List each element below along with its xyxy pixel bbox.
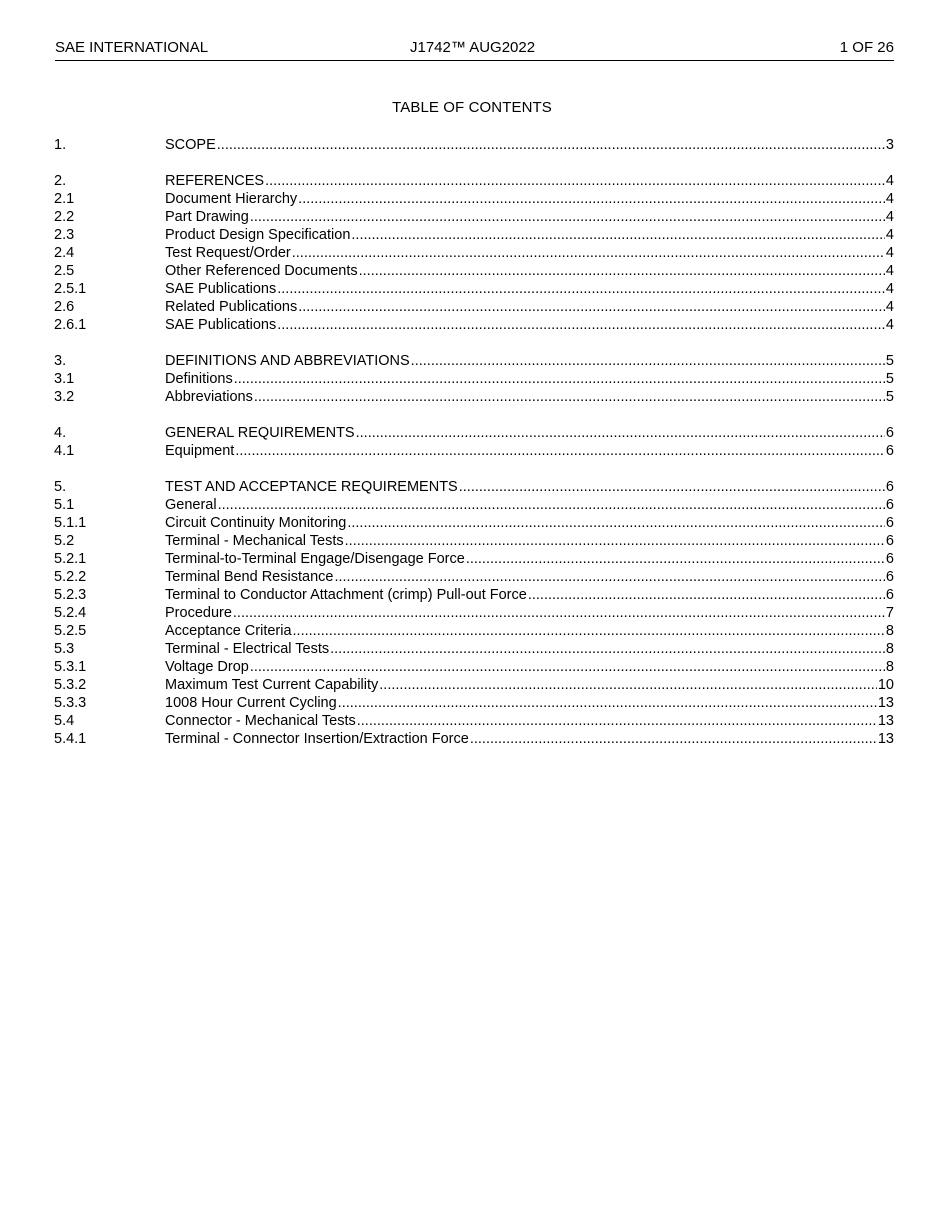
toc-dot-leader [217,136,885,154]
toc-dot-leader [466,550,885,568]
toc-entry-number: 2.5.1 [54,281,87,297]
toc-dot-leader [277,316,885,334]
toc-entry-body [165,622,894,640]
toc-entry-body [165,694,894,712]
toc-entry-page: 13 [877,731,894,747]
toc-entry-page: 4 [885,209,894,225]
toc-entry-body [165,352,894,370]
toc-entry-page: 4 [885,281,894,297]
toc-entry[interactable] [54,136,894,154]
toc-entry-body [165,262,894,280]
toc-entry-label: Terminal to Conductor Attachment (crimp) Pull-out Force [165,587,527,603]
toc-entry-page: 13 [877,713,894,729]
header-organization: SAE INTERNATIONAL [55,39,209,56]
toc-entry-number: 2. [54,173,67,189]
toc-entry[interactable] [54,658,894,676]
toc-entry-number: 5.1.1 [54,515,87,531]
toc-entry[interactable] [54,640,894,658]
toc-entry-number: 2.4 [54,245,75,261]
toc-entry-number: 5.2.5 [54,623,87,639]
toc-entry-number: 5.4.1 [54,731,87,747]
toc-section-group [54,424,894,460]
toc-entry-page: 8 [885,641,894,657]
toc-entry[interactable] [54,496,894,514]
toc-entry-page: 6 [885,587,894,603]
toc-entry-label: Terminal - Mechanical Tests [165,533,344,549]
toc-dot-leader [356,424,885,442]
toc-entry[interactable] [54,298,894,316]
toc-entry-page: 4 [885,317,894,333]
toc-entry-label: Connector - Mechanical Tests [165,713,356,729]
toc-dot-leader [298,298,885,316]
toc-section-group [54,478,894,748]
toc-entry-number: 5.2 [54,533,75,549]
toc-entry-body [165,244,894,262]
toc-entry-label: REFERENCES [165,173,265,189]
toc-entry-body [165,388,894,406]
toc-dot-leader [334,568,884,586]
toc-entry[interactable] [54,550,894,568]
toc-entry-page: 7 [885,605,894,621]
toc-entry-body [165,496,894,514]
toc-entry[interactable] [54,172,894,190]
toc-entry[interactable] [54,370,894,388]
toc-entry-label: General [165,497,217,513]
toc-entry-body [165,280,894,298]
toc-entry-number: 2.2 [54,209,75,225]
toc-entry-page: 5 [885,389,894,405]
toc-entry-page: 6 [885,515,894,531]
toc-entry-label: SCOPE [165,137,216,153]
toc-section-group [54,172,894,334]
toc-entry-body [165,190,894,208]
toc-entry-label: GENERAL REQUIREMENTS [165,425,355,441]
toc-entry-label: Product Design Specification [165,227,351,243]
toc-entry-label: Terminal-to-Terminal Engage/Disengage Force [165,551,465,567]
toc-entry-number: 5.2.2 [54,569,87,585]
toc-dot-leader [218,496,885,514]
toc-entry-page: 5 [885,371,894,387]
toc-entry-page: 4 [885,191,894,207]
toc-entry-label: Part Drawing [165,209,249,225]
toc-entry-label: TEST AND ACCEPTANCE REQUIREMENTS [165,479,458,495]
toc-entry-label: Procedure [165,605,232,621]
toc-entry-page: 10 [877,677,894,693]
toc-dot-leader [234,370,885,388]
toc-entry-body [165,550,894,568]
toc-entry-body [165,532,894,550]
toc-entry-body [165,316,894,334]
toc-entry-number: 5. [54,479,67,495]
toc-entry-body [165,730,894,748]
toc-entry[interactable] [54,208,894,226]
toc-entry-page: 6 [885,443,894,459]
toc-entry[interactable] [54,352,894,370]
toc-dot-leader [254,388,885,406]
toc-entry-body [165,298,894,316]
toc-dot-leader [351,226,885,244]
toc-entry[interactable] [54,262,894,280]
toc-entry[interactable] [54,694,894,712]
toc-entry-label: Voltage Drop [165,659,249,675]
toc-section-group [54,136,894,154]
toc-entry-label: Terminal - Electrical Tests [165,641,330,657]
toc-entry-label: SAE Publications [165,281,277,297]
toc-dot-leader [470,730,877,748]
toc-entry-body [165,640,894,658]
toc-entry-body [165,712,894,730]
toc-entry-number: 1. [54,137,67,153]
toc-entry-label: Maximum Test Current Capability [165,677,379,693]
toc-entry-number: 3. [54,353,67,369]
page-header [55,38,894,61]
toc-entry-body [165,442,894,460]
toc-entry-body [165,424,894,442]
toc-entry-number: 5.1 [54,497,75,513]
toc-entry-body [165,568,894,586]
toc-entry[interactable] [54,622,894,640]
toc-dot-leader [235,442,885,460]
toc-entry-number: 5.2.3 [54,587,87,603]
toc-entry[interactable] [54,226,894,244]
toc-entry[interactable] [54,388,894,406]
toc-entry-number: 2.5 [54,263,75,279]
toc-entry-page: 4 [885,173,894,189]
toc-entry[interactable] [54,190,894,208]
toc-entry[interactable] [54,280,894,298]
toc-dot-leader [298,190,885,208]
toc-entry-page: 6 [885,479,894,495]
toc-dot-leader [250,658,885,676]
toc-entry-page: 4 [885,263,894,279]
toc-entry[interactable] [54,244,894,262]
toc-entry-body [165,370,894,388]
toc-entry[interactable] [54,424,894,442]
toc-entry-page: 4 [885,245,894,261]
toc-entry[interactable] [54,586,894,604]
toc-entry-page: 6 [885,425,894,441]
toc-entry-body [165,676,894,694]
toc-dot-leader [338,694,877,712]
toc-dot-leader [459,478,885,496]
toc-entry[interactable] [54,604,894,622]
toc-entry-number: 5.4 [54,713,75,729]
toc-entry-number: 5.3.1 [54,659,87,675]
toc-entry[interactable] [54,478,894,496]
toc-dot-leader [347,514,885,532]
toc-entry-body [165,658,894,676]
toc-dot-leader [345,532,885,550]
page-title: TABLE OF CONTENTS [392,99,552,116]
toc-entry-label: Test Request/Order [165,245,291,261]
toc-entry-body [165,226,894,244]
toc-entry[interactable] [54,676,894,694]
toc-entry-body [165,514,894,532]
header-page-number: 1 OF 26 [839,39,894,56]
toc-dot-leader [330,640,885,658]
toc-entry-page: 4 [885,227,894,243]
toc-entry-number: 3.2 [54,389,75,405]
toc-dot-leader [265,172,885,190]
toc-section-group [54,352,894,406]
toc-entry-label: 1008 Hour Current Cycling [165,695,337,711]
toc-entry-number: 3.1 [54,371,75,387]
toc-entry[interactable] [54,532,894,550]
toc-entry[interactable] [54,712,894,730]
toc-entry-page: 6 [885,497,894,513]
toc-dot-leader [359,262,885,280]
toc-entry-page: 6 [885,533,894,549]
toc-dot-leader [292,244,885,262]
toc-dot-leader [379,676,877,694]
toc-entry-body [165,478,894,496]
toc-entry-label: Terminal Bend Resistance [165,569,334,585]
toc-entry[interactable] [54,568,894,586]
toc-entry-page: 8 [885,659,894,675]
toc-entry-body [165,136,894,154]
toc-entry-label: Acceptance Criteria [165,623,292,639]
toc-entry[interactable] [54,316,894,334]
toc-entry-number: 2.6.1 [54,317,87,333]
toc-dot-leader [233,604,885,622]
toc-dot-leader [277,280,885,298]
toc-entry-number: 5.3.2 [54,677,87,693]
toc-entry-page: 13 [877,695,894,711]
toc-entry-number: 2.3 [54,227,75,243]
toc-entry-number: 4.1 [54,443,75,459]
toc-entry-body [165,208,894,226]
toc-entry-label: Circuit Continuity Monitoring [165,515,347,531]
toc-entry-label: Other Referenced Documents [165,263,358,279]
toc-entry-page: 3 [885,137,894,153]
toc-dot-leader [528,586,885,604]
toc-entry-number: 5.2.1 [54,551,87,567]
toc-entry-page: 4 [885,299,894,315]
toc-entry-number: 4. [54,425,67,441]
toc-entry[interactable] [54,442,894,460]
toc-entry-label: Equipment [165,443,235,459]
toc-entry-number: 5.3.3 [54,695,87,711]
toc-entry-page: 8 [885,623,894,639]
toc-entry-label: Related Publications [165,299,298,315]
toc-entry-label: Document Hierarchy [165,191,298,207]
toc-entry-label: Terminal - Connector Insertion/Extraction Force [165,731,469,747]
toc-entry-label: Definitions [165,371,233,387]
toc-entry[interactable] [54,730,894,748]
toc-entry-body [165,604,894,622]
toc-dot-leader [411,352,885,370]
table-of-contents [54,136,894,766]
toc-entry-label: DEFINITIONS AND ABBREVIATIONS [165,353,410,369]
toc-dot-leader [250,208,885,226]
toc-entry-label: SAE Publications [165,317,277,333]
toc-entry-label: Abbreviations [165,389,253,405]
toc-entry-page: 6 [885,551,894,567]
toc-entry[interactable] [54,514,894,532]
toc-entry-number: 2.1 [54,191,75,207]
toc-dot-leader [357,712,877,730]
toc-entry-number: 5.2.4 [54,605,87,621]
toc-dot-leader [293,622,885,640]
toc-entry-number: 5.3 [54,641,75,657]
toc-entry-page: 5 [885,353,894,369]
toc-entry-body [165,586,894,604]
header-document-number: J1742™ AUG2022 [410,39,536,56]
toc-entry-body [165,172,894,190]
toc-entry-page: 6 [885,569,894,585]
toc-entry-number: 2.6 [54,299,75,315]
